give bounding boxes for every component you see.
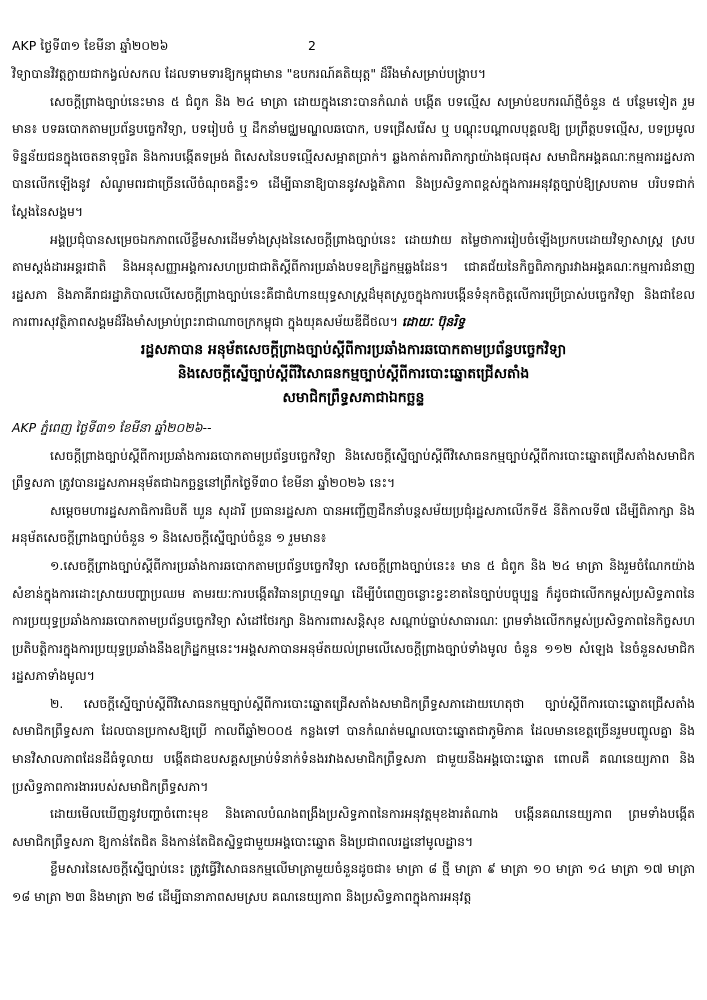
article-headline (12, 338, 695, 410)
byline: ដោយៈ ប៊ុនរិទ្ធ (401, 314, 465, 330)
paragraph-1: សេចក្តីព្រាងច្បាប់នេះមាន ៥ ជំពូក និង ២៤ មាត្រា ដោយក្នុងនោះបានកំណត់ បង្កើត បទល្មើស សម្រាប់ឧបករណ៍ថ្មីចំនួន ៥ បន្ថែមទៀត រួមមាន៖ បទឆបោកតាមប្រព័ន្ធបច្ចេកវិទ្យា, បទរៀបចំ ឬ ដឹកនាំមជ្ឈមណ្ឌលឆបោក, បទជ្រើសរើស ឬ បណ្តុះបណ្តាលបុគ្គលឱ្យ ប្រព្រឹត្តបទល្មើស, បទប្រមូលទិន្នន័យជនក្នុងចេតនាទុច្ចរិត និងការបង្កើតទម្រង់ ពិសេសនៃបទល្មើសសម្អាតប្រាក់។ ឆ្លងកាត់ការពិភាក្សាយ៉ាងផុលផុស សមាជិកអង្គគណៈកម្មការរដ្ឋសភាបានលើកឡើងនូវ សំណូមពរជាច្រើនលើចំណុចគន្លឹះ១ ដើម្បីធានាឱ្យបាននូវសង្គតិភាព និងប្រសិទ្ធភាពខ្ពស់ក្នុងការអនុវត្តច្បាប់ឱ្យស្របតាម បរិបទជាក់ស្តែងនៃសង្គម។ (12, 93, 695, 219)
paragraph-6: ២. សេចក្តីស្នើច្បាប់ស្តីពីវិសោធនកម្មច្បាប់ស្តីពីការបោះឆ្នោតជ្រើសតាំងសមាជិកព្រឹទ្ធសភាដោយហេតុថា ច្បាប់ស្តីពីការបោះឆ្នោតជ្រើសតាំងសមាជិកព្រឹទ្ធសភា ដែលបានប្រកាសឱ្យប្រើ កាលពីឆ្នាំ២០០៥ កន្លងទៅ បានកំណត់មណ្ឌលបោះឆ្នោតជាភូមិភាគ ដែលមានខេត្តច្រើនរួមបញ្ចូលគ្នា និងមានវិសាលភាពដែនដីធំទូលាយ បង្កើតជាឧបសគ្គសម្រាប់ទំនាក់ទំនងរវាងសមាជិកព្រឹទ្ធសភា ជាមួយនឹងអង្គបោះឆ្នោត ពោលគឺ គណនេយ្យភាព និងប្រសិទ្ធភាពការងាររបស់សមាជិកព្រឹទ្ធសភា។ (12, 695, 695, 794)
dateline: AKP ភ្នំពេញ ថ្ងៃទី៣១ ខែមីនា ឆ្នាំ២០២៦-- (12, 419, 212, 435)
page-header (12, 38, 695, 58)
paragraph-8: ខ្លឹមសារនៃសេចក្តីស្នើច្បាប់នេះ ត្រូវធ្វើវិសោធនកម្មលើមាត្រាមួយចំនួនដូចជា៖ មាត្រា ៨ ថ្មី មាត្រា ៩ មាត្រា ១០ មាត្រា ១៤ មាត្រា ១៧ មាត្រា ១៨ មាត្រា ២៣ និងមាត្រា ២៨ ដើម្បីធានាភាពសមស្រប គណនេយ្យភាព និងប្រសិទ្ធភាពក្នុងការអនុវត្ត (12, 861, 695, 905)
paragraph-3: សេចក្តីព្រាងច្បាប់ស្តីពីការប្រឆាំងការឆបោកតាមប្រព័ន្ធបច្ចេកវិទ្យា និងសេចក្តីស្នើច្បាប់ស្តីពីវិសោធនកម្មច្បាប់ស្តីពីការបោះឆ្នោតជ្រើសតាំងសមាជិកព្រឹទ្ធសភា ត្រូវបានរដ្ឋសភាអនុម័តជាឯកច្ឆន្ទនៅព្រឹកថ្ងៃទី៣០ ខែមីនា ឆ្នាំ២០២៦ នេះ។ (12, 447, 695, 491)
headline-line-3: សមាជិកព្រឹទ្ធសភាជាឯកច្ឆន្ទ (282, 389, 425, 406)
article-body (12, 60, 695, 911)
page-number: 2 (308, 38, 316, 53)
headline-line-2: និងសេចក្តីស្នើច្បាប់ស្តីពីវិសោធនកម្មច្បាប់ស្តីពីការបោះឆ្នោតជ្រើសតាំង (177, 365, 530, 382)
paragraph-5: ១.សេចក្តីព្រាងច្បាប់ស្តីពីការប្រឆាំងការឆបោកតាមប្រព័ន្ធបច្ចេកវិទ្យា សេចក្តីព្រាងច្បាប់នេះ៖ មាន ៥ ជំពូក និង ២៤ មាត្រា និងរួមចំណែកយ៉ាងសំខាន់ក្នុងការដោះស្រាយបញ្ហាប្រឈម តាមរយៈការបង្កើតវិធានព្រហ្មទណ្ឌ ដើម្បីបំពេញចន្លោះខ្វះខាតនៃច្បាប់បច្ចុប្បន្ន ក៏ដូចជាលើកកម្ពស់ប្រសិទ្ធភាពនៃការប្រយុទ្ធប្រឆាំងការឆបោកតាមប្រព័ន្ធបច្ចេកវិទ្យា សំដៅថែរក្សា និងការពារសន្តិសុខ សណ្តាប់ធ្នាប់សាធារណៈ ព្រមទាំងលើកកម្ពស់ប្រសិទ្ធភាពនៃកិច្ចសហប្រតិបត្តិការក្នុងការប្រយុទ្ធប្រឆាំងនឹងឧក្រិដ្ឋកម្មនេះ។អង្គសភាបានអនុម័តយល់ព្រមលើសេចក្តីព្រាងច្បាប់ទាំងមូល ចំនួន ១១២ សំឡេង នៃចំនួនសមាជិករដ្ឋសភាទាំងមូល។ (12, 557, 695, 684)
paragraph-7: ដោយមើលឃើញនូវបញ្ហាចំពោះមុខ និងគោលបំណងពង្រឹងប្រសិទ្ធភាពនៃការអនុវត្តមុខងារតំណាង បង្កើនគណនេយ្យភាព ព្រមទាំងបង្កើតសមាជិកព្រឹទ្ធសភា ឱ្យកាន់តែជិត និងកាន់តែជិតស្និទ្ធជាមួយអង្គបោះឆ្នោត និងប្រជាពលរដ្ឋនៅមូលដ្ឋាន។ (12, 806, 695, 849)
headline-line-1: រដ្ឋសភាបាន អនុម័តសេចក្តីព្រាងច្បាប់ស្តីពីការប្រឆាំងការឆបោកតាមប្រព័ន្ធបច្ចេកវិទ្យា (140, 341, 567, 358)
paragraph-2 (12, 226, 695, 336)
paragraph-2-text: អង្គប្រជុំបានសម្រេចឯកភាពលើខ្លឹមសារដើមទាំងស្រុងនៃសេចក្តីព្រាងច្បាប់នេះ ដោយវាយ តម្លៃថាការរៀបចំឡើងប្រកបដោយវិទ្យាសាស្ត្រ ស្របតាមស្តង់ដារអន្តរជាតិ និងអនុសញ្ញាអង្គការសហប្រជាជាតិស្តីពីការប្រឆាំងបទឧក្រិដ្ឋកម្មឆ្លងដែន។ ជោគជ័យនៃកិច្ចពិភាក្សារវាងអង្គគណៈកម្មការជំនាញរដ្ឋសភា និងភាគីរាជរដ្ឋាភិបាលលើសេចក្តីព្រាងច្បាប់នេះគឺជាជំហានយុទ្ធសាស្ត្រដ៏មុតស្រួចក្នុងការបង្កើនទំនុកចិត្តលើការប្រើប្រាស់បច្ចេកវិទ្យា និងជាខែលការពារសុវត្ថិភាពសង្គមដ៏រឹងមាំសម្រាប់ព្រះរាជាណាចក្រកម្ពុជា ក្នុងយុគសម័យឌីជីថល។ (12, 231, 695, 330)
header-source-date: AKP ថ្ងៃទី៣១ ខែមីនា ឆ្នាំ២០២៦ (12, 38, 169, 53)
paragraph-4: សម្តេចមហារដ្ឋសភាធិការធិបតី ឃួន សុដារី ប្រធានរដ្ឋសភា បានអញ្ជើញដឹកនាំបន្តសម័យប្រជុំរដ្ឋសភាលើកទី៥ នីតិកាលទី៧ ដើម្បីពិភាក្សា និងអនុម័តសេចក្តីព្រាងច្បាប់ចំនួន ១ និងសេចក្តីស្នើច្បាប់ចំនួន ១ រួមមាន៖ (12, 502, 695, 546)
paragraph-intro: វិទ្យាបានវិវត្តក្លាយជាកង្វល់សកល ដែលទាមទារឱ្យកម្ពុជាមាន "ឧបករណ៍គតិយុត្ត" ដ៏រឹងមាំសម្រាប់បង្ក្រាប។ (12, 66, 487, 81)
